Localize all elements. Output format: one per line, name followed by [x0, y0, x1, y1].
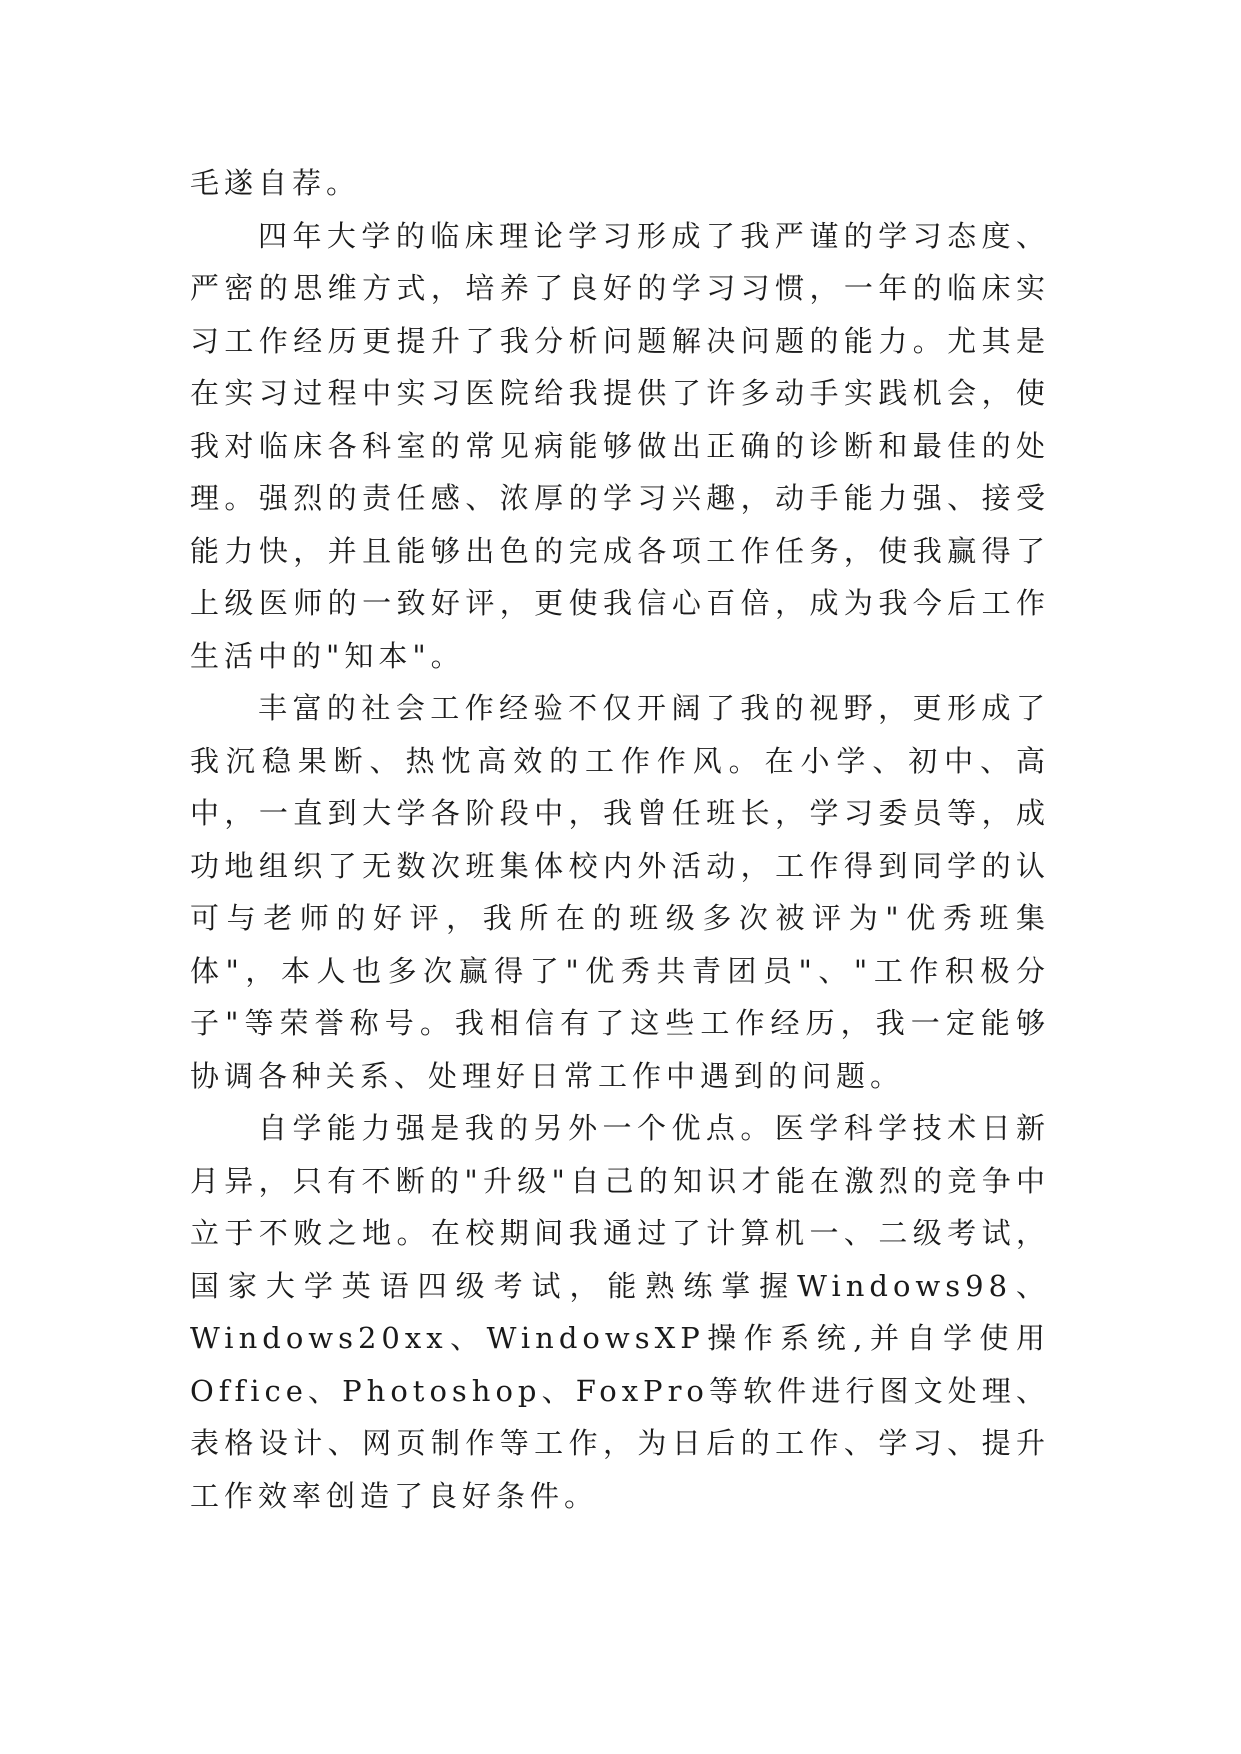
paragraph-clinical-study: 四年大学的临床理论学习形成了我严谨的学习态度、严密的思维方式，培养了良好的学习习惯，一年的临床实习工作经历更提升了我分析问题解决问题的能力。尤其是在实习过程中实习医院给我提供了许多动手实践机会，使我对临床各科室的常见病能够做出正确的诊断和最佳的处理。强烈的责任感、浓厚的学习兴趣，动手能力强、接受能力快，并且能够出色的完成各项工作任务，使我赢得了上级医师的一致好评，更使我信心百倍，成为我今后工作生活中的"知本"。 [190, 218, 1050, 673]
paragraph-self-learning: 自学能力强是我的另外一个优点。医学科学技术日新月异，只有不断的"升级"自己的知识才能在激烈的竞争中立于不败之地。在校期间我通过了计算机一、二级考试，国家大学英语四级考试，能熟练掌握Windows98、Windows20xx、WindowsXP操作系统,并自学使用Office、Photoshop、FoxPro等软件进行图文处理、表格设计、网页制作等工作，为日后的工作、学习、提升工作效率创造了良好条件。 [190, 1111, 1050, 1513]
paragraph-social-work: 丰富的社会工作经验不仅开阔了我的视野，更形成了我沉稳果断、热忱高效的工作作风。在小学、初中、高中，一直到大学各阶段中，我曾任班长，学习委员等，成功地组织了无数次班集体校内外活动，工作得到同学的认可与老师的好评，我所在的班级多次被评为"优秀班集体"，本人也多次赢得了"优秀共青团员"、"工作积极分子"等荣誉称号。我相信有了这些工作经历，我一定能够协调各种关系、处理好日常工作中遇到的问题。 [190, 691, 1050, 1093]
document-body [190, 157, 1050, 1522]
paragraph-continuation: 毛遂自荐。 [190, 166, 361, 200]
